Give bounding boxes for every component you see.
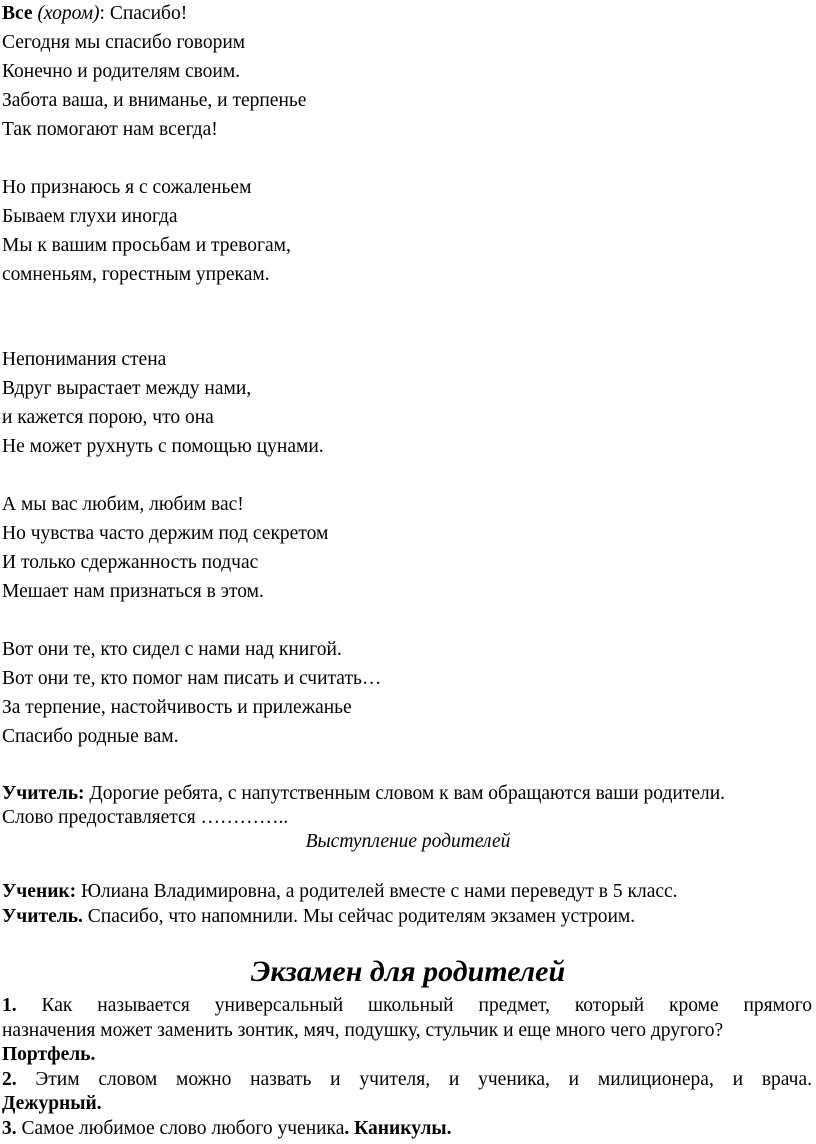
poem-line: Бываем глухи иногда [2,206,178,227]
poem-line: За терпение, настойчивость и прилежанье [2,697,352,718]
poem-line: Забота ваша, и вниманье, и терпенье [2,90,307,111]
question-2 [2,1068,812,1092]
poem-line: Мы к вашим просьбам и тревогам, [2,235,291,256]
chorus-speaker: Все [2,3,33,24]
poem-line: И только сдержанность подчас [2,552,259,573]
teacher-line [2,782,812,806]
speaker-label: Ученик: [2,881,77,902]
answer-2: Дежурный. [2,1093,102,1114]
question-text: Самое любимое слово любого ученика [16,1118,345,1139]
stage-direction: Выступление родителей [305,831,511,852]
question-number: 3. [2,1118,17,1139]
poem-line: Вот они те, кто сидел с нами над книгой. [2,639,342,660]
chorus-text: : Спасибо! [99,3,188,24]
poem-line: Мешает нам признаться в этом. [2,581,264,602]
speech-text: Спасибо, что напомнили. Мы сейчас родителям экзамен устроим. [82,906,636,927]
teacher-line [2,905,812,929]
question-text: Этим словом можно назвать и учителя, и ученика, и милиционера, и врача. [16,1069,812,1090]
speech-text: Юлиана Владимировна, а родителей вместе с нами переведут в 5 класс. [76,881,678,902]
student-line [2,880,812,904]
poem-line: Непонимания стена [2,349,167,370]
poem-line: Не может рухнуть с помощью цунами. [2,436,324,457]
teacher-line-cont: Слово предоставляется ………….. [2,807,289,828]
question-1-cont: назначения может заменить зонтик, мяч, подушку, стульчик и еще много чего другого? [2,1020,724,1041]
question-number: 2. [2,1069,17,1090]
question-1 [2,994,812,1018]
chorus-note: (хором) [37,3,100,24]
section-heading: Экзамен для родителей [250,955,566,988]
speaker-label: Учитель: [2,783,85,804]
poem-line: Но чувства часто держим под секретом [2,523,329,544]
answer-3: . Каникулы. [344,1118,452,1139]
poem-line: Так помогают нам всегда! [2,119,218,140]
speaker-label: Учитель. [2,906,83,927]
speech-text: Дорогие ребята, с напутственным словом к вам обращаются ваши родители. [84,783,726,804]
poem-line: Конечно и родителям своим. [2,61,241,82]
poem-line: Вдруг вырастает между нами, [2,378,252,399]
poem-line: Но признаюсь я с сожаленьем [2,177,252,198]
poem-line: сомненьям, горестным упрекам. [2,264,270,285]
chorus-line [2,2,812,26]
question-text: Как называется универсальный школьный предмет, который кроме прямого [16,995,812,1016]
question-3 [2,1117,812,1141]
question-number: 1. [2,995,17,1016]
poem-line: Сегодня мы спасибо говорим [2,32,246,53]
poem-line: и кажется порою, что она [2,407,214,428]
poem-line: Вот они те, кто помог нам писать и считать… [2,668,382,689]
answer-1: Портфель. [2,1044,96,1065]
poem-line: Спасибо родные вам. [2,726,179,747]
poem-line: А мы вас любим, любим вас! [2,494,244,515]
